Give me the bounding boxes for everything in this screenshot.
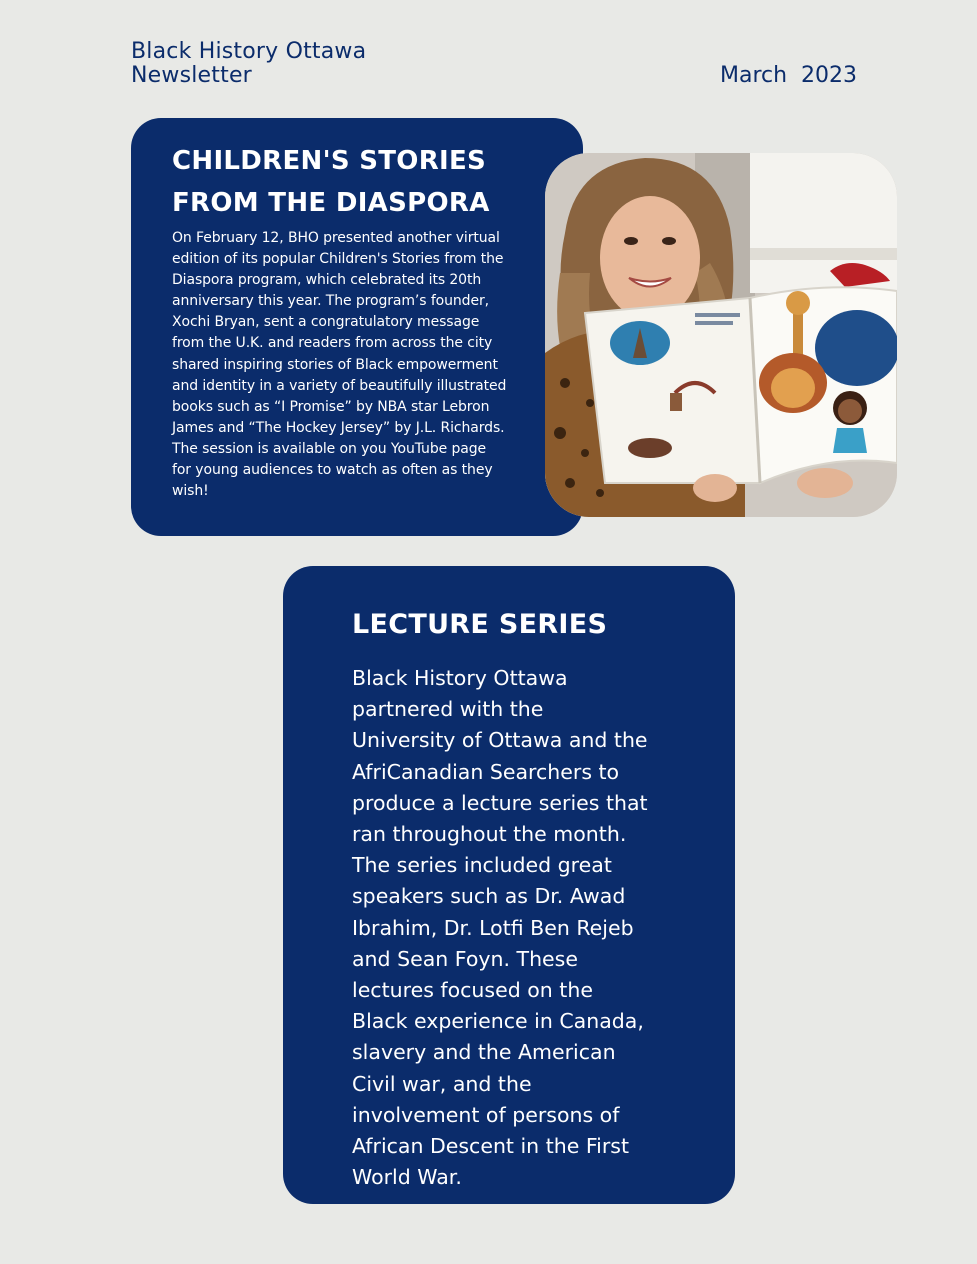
lecture-series-card <box>283 566 735 1204</box>
photo-illustration <box>545 153 897 517</box>
org-name: Black History Ottawa <box>131 39 367 64</box>
newsletter-masthead <box>131 40 366 88</box>
childrens-stories-body: On February 12, BHO presented another virtual edition of its popular Children's Stories from the Diaspora program, which celebrated its 20th anniversary this year. The program’s founder, Xochi Bryan, sent a congratulatory message from the U.K. and readers from across the city shared inspiring stories of Black empowerment and identity in a variety of beautifully illustrated books such as “I Promise” by NBA star Lebron James and “The Hockey Jersey” by J.L. Richards. The session is available on you YouTube page for young audiences to watch as often as they wish! <box>172 230 507 500</box>
publication-type: Newsletter <box>131 63 252 88</box>
issue-date: March 2023 <box>720 63 858 88</box>
childrens-stories-card <box>131 118 583 536</box>
lecture-series-title: LECTURE SERIES <box>352 609 608 640</box>
childrens-stories-title: CHILDREN'S STORIES FROM THE DIASPORA <box>172 146 490 218</box>
reader-holding-picture-book-photo <box>545 153 897 517</box>
lecture-series-body: Black History Ottawa partnered with the University of Ottawa and the AfriCanadian Searchers to produce a lecture series that ran throughout the month. The series included great speakers such as Dr. Awad Ibrahim, Dr. Lotfi Ben Rejeb and Sean Foyn. These lectures focused on the Black experience in Canada, slavery and the American Civil war, and the involvement of persons of African Descent in the First World War. <box>352 666 648 1190</box>
